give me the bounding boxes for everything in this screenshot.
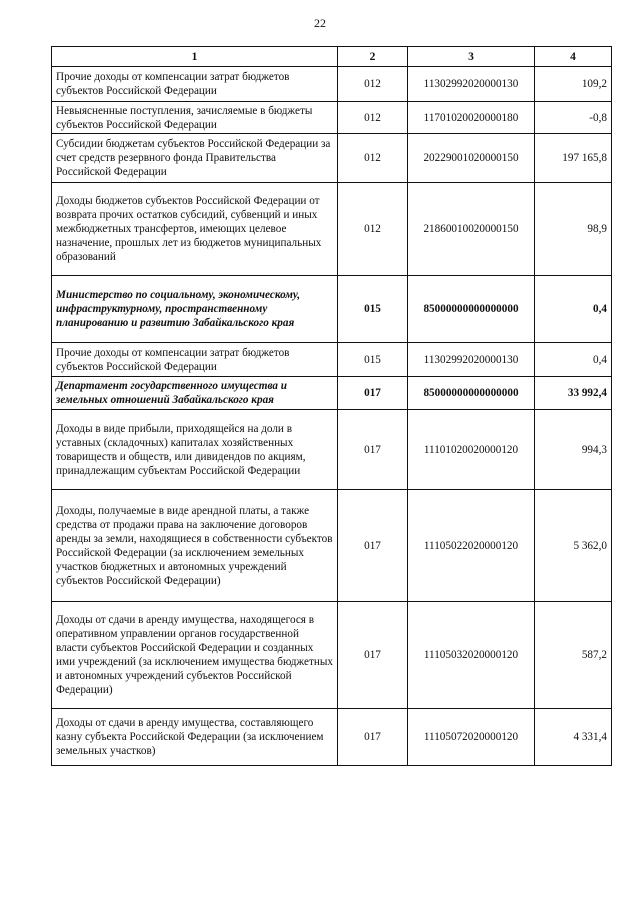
header-col-3: 3	[408, 47, 535, 67]
row-admin-code: 017	[338, 709, 408, 766]
row-budget-code: 11105022020000120	[408, 490, 535, 602]
table-row	[52, 709, 612, 766]
row-budget-code: 85000000000000000	[408, 276, 535, 343]
table-header-row	[52, 47, 612, 67]
revenue-table	[51, 46, 612, 766]
page-number: 22	[314, 16, 326, 30]
table-row	[52, 602, 612, 709]
row-name: Доходы от сдачи в аренду имущества, находящегося в оперативном управлении органов государственной власти субъектов Российской Федерации и созданных ими учреждений (за исключением имущества бюджетных и автономных учреждений субъектов Российской Федерации)	[52, 602, 338, 709]
row-admin-code: 017	[338, 602, 408, 709]
row-name: Министерство по социальному, экономическому, инфраструктурному, пространственному планированию и развитию Забайкальского края	[52, 276, 338, 343]
header-col-1: 1	[52, 47, 338, 67]
row-admin-code: 015	[338, 276, 408, 343]
table-row	[52, 343, 612, 377]
row-budget-code: 11701020020000180	[408, 102, 535, 134]
table-row	[52, 183, 612, 276]
row-amount: 109,2	[535, 67, 612, 102]
row-name: Доходы, получаемые в виде арендной платы, а также средства от продажи права на заключение договоров аренды за земли, находящиеся в собственности субъектов Российской Федерации (за исключением земельных участков бюджетных и автономных учреждений субъектов Российской Федерации)	[52, 490, 338, 602]
row-amount: 0,4	[535, 276, 612, 343]
row-admin-code: 012	[338, 102, 408, 134]
table-row	[52, 410, 612, 490]
row-budget-code: 85000000000000000	[408, 377, 535, 410]
row-name: Прочие доходы от компенсации затрат бюджетов субъектов Российской Федерации	[52, 343, 338, 377]
row-budget-code: 11302992020000130	[408, 343, 535, 377]
row-budget-code: 11302992020000130	[408, 67, 535, 102]
row-name: Прочие доходы от компенсации затрат бюджетов субъектов Российской Федерации	[52, 67, 338, 102]
row-name: Субсидии бюджетам субъектов Российской Федерации за счет средств резервного фонда Правительства Российской Федерации	[52, 134, 338, 183]
row-name: Доходы от сдачи в аренду имущества, составляющего казну субъекта Российской Федерации (за исключением земельных участков)	[52, 709, 338, 766]
table-row	[52, 134, 612, 183]
row-name: Доходы в виде прибыли, приходящейся на доли в уставных (складочных) капиталах хозяйственных товариществ и обществ, или дивидендов по акциям, принадлежащим субъектам Российской Федерации	[52, 410, 338, 490]
row-amount: 994,3	[535, 410, 612, 490]
row-amount: 4 331,4	[535, 709, 612, 766]
table-row	[52, 67, 612, 102]
row-budget-code: 20229001020000150	[408, 134, 535, 183]
table-row	[52, 102, 612, 134]
row-name: Доходы бюджетов субъектов Российской Федерации от возврата прочих остатков субсидий, субвенций и иных межбюджетных трансфертов, имеющих целевое назначение, прошлых лет из бюджетов муниципальных образований	[52, 183, 338, 276]
table-row-department	[52, 377, 612, 410]
row-amount: 98,9	[535, 183, 612, 276]
row-amount: -0,8	[535, 102, 612, 134]
header-col-2: 2	[338, 47, 408, 67]
row-budget-code: 11101020020000120	[408, 410, 535, 490]
row-amount: 0,4	[535, 343, 612, 377]
row-name: Департамент государственного имущества и земельных отношений Забайкальского края	[52, 377, 338, 410]
row-name: Невыясненные поступления, зачисляемые в бюджеты субъектов Российской Федерации	[52, 102, 338, 134]
table-row-ministry	[52, 276, 612, 343]
row-admin-code: 012	[338, 67, 408, 102]
row-admin-code: 015	[338, 343, 408, 377]
table-row	[52, 490, 612, 602]
row-budget-code: 21860010020000150	[408, 183, 535, 276]
row-budget-code: 11105072020000120	[408, 709, 535, 766]
row-budget-code: 11105032020000120	[408, 602, 535, 709]
row-admin-code: 012	[338, 134, 408, 183]
row-admin-code: 017	[338, 377, 408, 410]
row-admin-code: 017	[338, 490, 408, 602]
row-admin-code: 012	[338, 183, 408, 276]
header-col-4: 4	[535, 47, 612, 67]
row-amount: 587,2	[535, 602, 612, 709]
row-amount: 197 165,8	[535, 134, 612, 183]
row-amount: 33 992,4	[535, 377, 612, 410]
row-admin-code: 017	[338, 410, 408, 490]
row-amount: 5 362,0	[535, 490, 612, 602]
